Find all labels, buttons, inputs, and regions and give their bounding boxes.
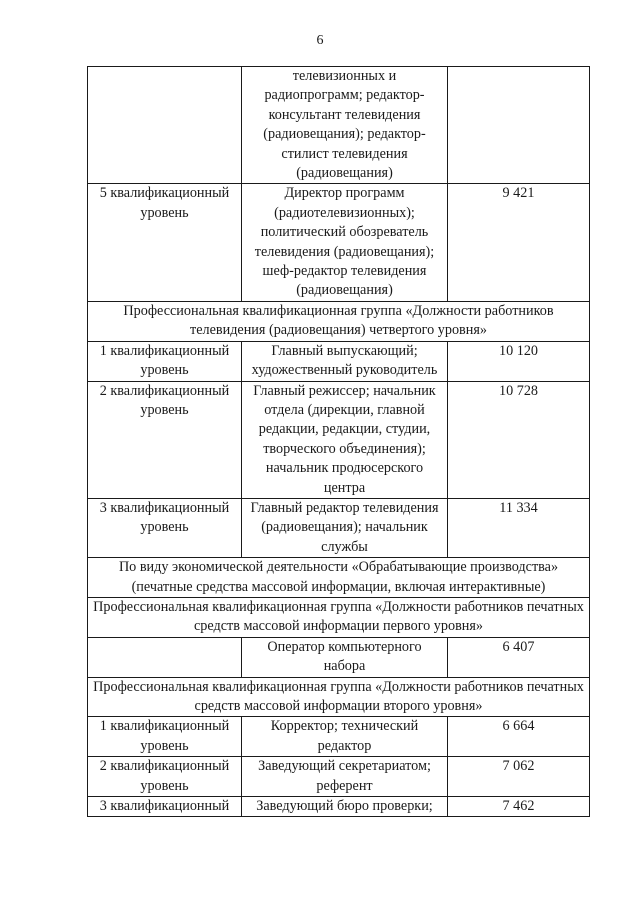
salary-table	[87, 66, 590, 817]
positions-cell: телевизионных и радиопрограмм; редактор-консультант телевидения (радиовещания); редактор-стилист телевидения (радиовещания)	[242, 67, 448, 184]
table-row	[88, 381, 590, 498]
positions-cell: Главный редактор телевидения (радиовещания); начальник службы	[242, 498, 448, 557]
salary-cell: 9 421	[448, 184, 590, 301]
table-row	[88, 637, 590, 677]
salary-cell	[448, 67, 590, 184]
level-cell: 5 квалификационный уровень	[88, 184, 242, 301]
salary-cell: 7 062	[448, 757, 590, 797]
table-row	[88, 757, 590, 797]
table-row	[88, 67, 590, 184]
positions-cell: Корректор; технический редактор	[242, 717, 448, 757]
group-header-row	[88, 558, 590, 598]
salary-cell: 10 120	[448, 341, 590, 381]
level-cell	[88, 67, 242, 184]
positions-cell: Заведующий секретариатом; референт	[242, 757, 448, 797]
table-row	[88, 498, 590, 557]
level-cell: 3 квалификационный уровень	[88, 498, 242, 557]
salary-cell: 10 728	[448, 381, 590, 498]
level-cell: 1 квалификационный уровень	[88, 341, 242, 381]
positions-cell: Главный режиссер; начальник отдела (дирекции, главной редакции, редакции, студии, творческого объединения); начальник продюсерского центра	[242, 381, 448, 498]
level-cell: 2 квалификационный уровень	[88, 381, 242, 498]
table-row	[88, 797, 590, 817]
salary-cell: 6 407	[448, 637, 590, 677]
salary-cell: 7 462	[448, 797, 590, 817]
salary-cell: 6 664	[448, 717, 590, 757]
group-header-cell: Профессиональная квалификационная группа «Должности работников печатных средств массовой информации второго уровня»	[88, 677, 590, 717]
group-header-cell: Профессиональная квалификационная группа «Должности работников телевидения (радиовещания) четвертого уровня»	[88, 301, 590, 341]
level-cell: 1 квалификационный уровень	[88, 717, 242, 757]
group-header-row	[88, 301, 590, 341]
positions-cell: Оператор компьютерного набора	[242, 637, 448, 677]
table-row	[88, 341, 590, 381]
level-cell	[88, 637, 242, 677]
table-row	[88, 184, 590, 301]
page-number: 6	[316, 33, 324, 48]
group-header-cell: Профессиональная квалификационная группа «Должности работников печатных средств массовой информации первого уровня»	[88, 597, 590, 637]
level-cell: 3 квалификационный	[88, 797, 242, 817]
group-header-row	[88, 597, 590, 637]
table-row	[88, 717, 590, 757]
group-header-row	[88, 677, 590, 717]
salary-cell: 11 334	[448, 498, 590, 557]
positions-cell: Главный выпускающий; художественный руководитель	[242, 341, 448, 381]
group-header-cell: По виду экономической деятельности «Обрабатывающие производства» (печатные средства массовой информации, включая интерактивные)	[88, 558, 590, 598]
positions-cell: Заведующий бюро проверки;	[242, 797, 448, 817]
level-cell: 2 квалификационный уровень	[88, 757, 242, 797]
positions-cell: Директор программ (радиотелевизионных); политический обозреватель телевидения (радиовещания); шеф-редактор телевидения (радиовещания)	[242, 184, 448, 301]
table-body	[88, 67, 590, 817]
